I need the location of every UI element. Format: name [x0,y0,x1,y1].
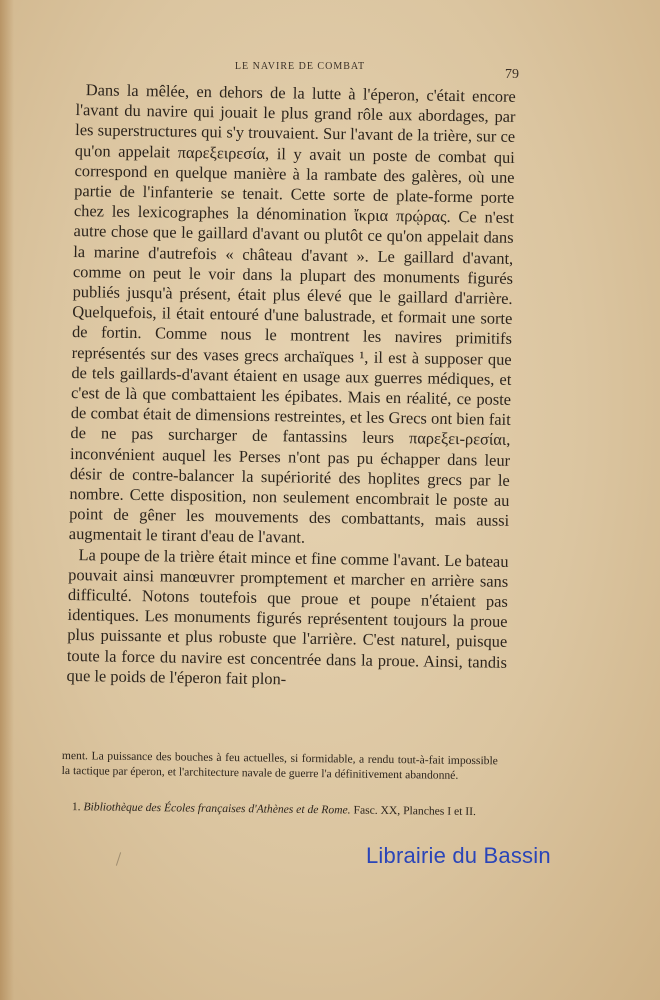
page-number: 79 [505,67,519,82]
footnote-reference: Fasc. XX, Planches I et II. [353,803,476,819]
footnote-title: Bibliothèque des Écoles françaises d'Athènes et de Rome. [83,800,351,817]
running-title: LE NAVIRE DE COMBAT [234,61,366,72]
footnote-marker: 1. [71,800,81,814]
pencil-mark [116,852,121,866]
paragraph-1: Dans la mêlée, en dehors de la lutte à l'éperon, c'était encore l'avant du navire qui jouait le plus grand rôle aux abordages, par les superstructures qui s'y trouvaient. Sur l'avant de la trière, sur ce qu'on appelait παρεξειρεσία, il y avait un poste de combat qui correspond en quelque manière à la rambate des galères, où une partie de l'infanterie se tenait. Cette sorte de plate-forme porte chez les lexicographes la dénomination ἴκρια πρῴρας. Ce n'est autre chose que le gaillard d'avant ou plutôt ce qu'on appelait dans la marine d'autrefois « château d'avant ». Le gaillard d'avant, comme on peut le voir dans la plupart des monuments figurés publiés jusqu'à présent, était plus élevé que le gaillard d'arrière. Quelquefois, il était entouré d'une balustrade, et formait une sorte de fortin. Comme nous le montrent les navires primitifs représentés sur des vases grecs archaïques ¹, il est à supposer que de tels gaillards-d'avant étaient en usage aux guerres médiques, et c'est de là que combattaient les épibates. Mais en réalité, ce poste de combat était de dimensions restreintes, et les Grecs ont bien fait de ne pas surcharger de fantassins leurs παρεξει-ρεσίαι, inconvénient auquel les Perses n'ont pas pu échapper dans leur désir de contre-balancer la supériorité des hoplites grecs par le nombre. Cette disposition, non seulement encombrait le poste au point de gêner les mouvements des combattants, mais aussi augmentait le tirant d'eau de l'avant. [68,80,516,548]
footnote-continuation: ment. La puissance des bouches à feu actuelles, si formidable, a rendu tout-à-fait impossible la tactique par éperon, et l'architecture navale de guerre l'a définitivement abandonné. [61,748,498,782]
paragraph-2: La poupe de la trière était mince et fine comme l'avant. Le bateau pouvait ainsi manœuvrer promptement et marcher en arrière sans difficulté. Notons toutefois que proue et poupe n'étaient pas identiques. Les monuments figurés représentent toujours la proue plus puissante et plus robuste que l'arrière. C'est naturel, puisque toute la force du navire est concentrée dans la proue. Ainsi, tandis que le poids de l'éperon fait plon- [66,544,509,689]
footnote-1 [62,799,498,819]
main-text [66,80,515,693]
page-edge-shadow [0,0,14,1000]
bookseller-watermark: Librairie du Bassin [366,843,551,868]
